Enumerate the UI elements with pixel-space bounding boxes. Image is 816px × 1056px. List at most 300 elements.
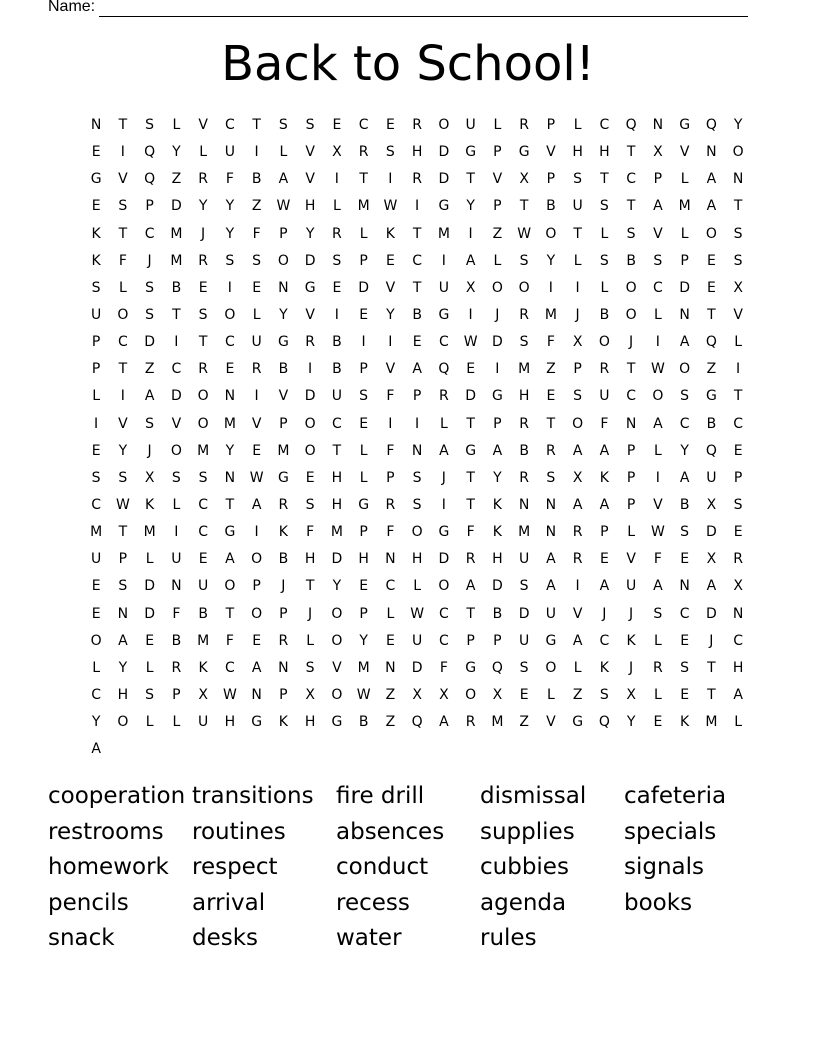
grid-letter[interactable]: I	[655, 469, 661, 486]
grid-letter[interactable]: S	[145, 117, 155, 133]
grid-letter[interactable]: T	[466, 415, 476, 432]
grid-letter[interactable]: N	[679, 578, 691, 595]
grid-letter[interactable]: Y	[733, 117, 743, 133]
grid-letter[interactable]: K	[91, 252, 102, 269]
grid-letter[interactable]: O	[732, 144, 745, 161]
grid-letter[interactable]: M	[223, 415, 237, 432]
grid-letter[interactable]: Y	[225, 225, 235, 242]
grid-letter[interactable]: E	[225, 361, 235, 378]
grid-letter[interactable]: Y	[91, 714, 101, 731]
grid-letter[interactable]: Z	[519, 714, 530, 731]
grid-letter[interactable]: G	[438, 306, 450, 323]
grid-letter[interactable]: L	[493, 252, 502, 269]
grid-letter[interactable]: K	[278, 524, 289, 541]
grid-letter[interactable]: M	[357, 198, 371, 215]
grid-letter[interactable]: A	[599, 578, 610, 595]
grid-letter[interactable]: L	[573, 252, 583, 269]
grid-letter[interactable]: T	[172, 306, 182, 323]
grid-letter[interactable]: Z	[546, 361, 557, 378]
grid-letter[interactable]: Z	[572, 686, 583, 703]
grid-letter[interactable]: O	[251, 605, 263, 622]
grid-letter[interactable]: S	[145, 415, 155, 432]
grid-letter[interactable]: N	[224, 469, 236, 486]
grid-letter[interactable]: N	[706, 144, 718, 161]
grid-letter[interactable]: G	[331, 714, 343, 731]
grid-letter[interactable]: O	[679, 361, 691, 378]
grid-letter[interactable]: B	[546, 198, 557, 215]
grid-letter[interactable]: B	[412, 306, 423, 323]
grid-letter[interactable]: C	[733, 415, 744, 432]
grid-letter[interactable]: S	[359, 388, 369, 405]
grid-letter[interactable]: R	[412, 171, 423, 188]
grid-letter[interactable]: U	[438, 279, 450, 296]
grid-letter[interactable]: K	[626, 632, 637, 649]
grid-letter[interactable]: P	[626, 469, 636, 486]
grid-letter[interactable]: R	[465, 551, 476, 568]
grid-letter[interactable]: A	[572, 442, 583, 459]
grid-letter[interactable]: E	[680, 632, 690, 649]
grid-letter[interactable]: A	[679, 469, 690, 486]
grid-letter[interactable]: I	[575, 279, 581, 296]
grid-letter[interactable]: Q	[491, 659, 504, 676]
grid-letter[interactable]: X	[465, 279, 476, 296]
grid-letter[interactable]: R	[653, 659, 664, 676]
grid-letter[interactable]: E	[91, 605, 102, 622]
grid-letter[interactable]: L	[306, 632, 315, 649]
grid-letter[interactable]: L	[359, 469, 369, 486]
grid-letter[interactable]: T	[332, 442, 342, 459]
grid-letter[interactable]: I	[254, 144, 260, 161]
grid-letter[interactable]: I	[254, 388, 260, 405]
grid-letter[interactable]: R	[546, 442, 557, 459]
grid-letter[interactable]: C	[144, 225, 156, 242]
grid-letter[interactable]: X	[412, 686, 423, 703]
grid-letter[interactable]: Z	[706, 361, 717, 378]
grid-letter[interactable]: S	[519, 659, 530, 676]
grid-letter[interactable]: O	[438, 117, 450, 133]
grid-letter[interactable]: O	[625, 279, 638, 296]
grid-letter[interactable]: D	[144, 605, 156, 622]
grid-letter[interactable]: L	[359, 442, 369, 459]
grid-letter[interactable]: R	[305, 334, 316, 351]
grid-letter[interactable]: I	[174, 334, 179, 351]
grid-letter[interactable]: A	[572, 496, 583, 513]
grid-letter[interactable]: L	[92, 388, 101, 405]
grid-letter[interactable]: A	[679, 334, 690, 351]
grid-letter[interactable]: L	[493, 117, 502, 133]
grid-letter[interactable]: T	[707, 659, 717, 676]
grid-letter[interactable]: X	[706, 551, 717, 568]
grid-letter[interactable]: D	[438, 551, 450, 568]
grid-letter[interactable]: D	[411, 659, 424, 676]
grid-letter[interactable]: R	[278, 632, 289, 649]
grid-letter[interactable]: J	[575, 306, 581, 323]
grid-letter[interactable]: B	[171, 632, 182, 649]
grid-letter[interactable]: Y	[172, 144, 182, 161]
grid-letter[interactable]: V	[492, 171, 503, 188]
grid-letter[interactable]: P	[733, 469, 743, 486]
grid-letter[interactable]: P	[359, 252, 369, 269]
grid-letter[interactable]: S	[385, 144, 396, 161]
grid-letter[interactable]: F	[600, 415, 609, 432]
grid-letter[interactable]: R	[385, 496, 396, 513]
grid-letter[interactable]: J	[281, 578, 286, 595]
grid-letter[interactable]: S	[305, 117, 316, 133]
grid-letter[interactable]: D	[170, 198, 183, 215]
grid-letter[interactable]: N	[732, 171, 744, 188]
grid-letter[interactable]: N	[545, 524, 557, 541]
grid-letter[interactable]: S	[252, 252, 262, 269]
grid-letter[interactable]: O	[251, 551, 263, 568]
grid-letter[interactable]: S	[145, 686, 155, 703]
grid-letter[interactable]: B	[332, 334, 343, 351]
grid-letter[interactable]: A	[439, 714, 450, 731]
grid-letter[interactable]: P	[546, 171, 556, 188]
grid-letter[interactable]: D	[491, 578, 504, 595]
grid-letter[interactable]: L	[627, 524, 636, 541]
grid-letter[interactable]: I	[334, 171, 340, 188]
grid-letter[interactable]: D	[705, 524, 718, 541]
grid-letter[interactable]: H	[304, 551, 316, 568]
grid-letter[interactable]: D	[170, 388, 183, 405]
grid-letter[interactable]: X	[733, 279, 744, 296]
grid-letter[interactable]: J	[629, 334, 634, 351]
grid-letter[interactable]: T	[466, 469, 476, 486]
grid-letter[interactable]: L	[573, 659, 583, 676]
grid-letter[interactable]: E	[91, 578, 102, 595]
grid-letter[interactable]: P	[91, 361, 101, 378]
grid-letter[interactable]: H	[599, 144, 611, 161]
grid-letter[interactable]: I	[174, 524, 179, 541]
grid-letter[interactable]: I	[415, 415, 420, 432]
grid-letter[interactable]: O	[705, 225, 718, 242]
grid-letter[interactable]: D	[438, 171, 450, 188]
grid-letter[interactable]: Q	[411, 714, 424, 731]
grid-letter[interactable]: S	[118, 469, 128, 486]
grid-letter[interactable]: W	[650, 524, 666, 541]
grid-letter[interactable]: I	[388, 415, 393, 432]
grid-letter[interactable]: A	[653, 415, 664, 432]
grid-letter[interactable]: T	[626, 144, 636, 161]
grid-letter[interactable]: T	[198, 334, 208, 351]
grid-letter[interactable]: S	[91, 279, 102, 296]
grid-letter[interactable]: G	[518, 144, 531, 161]
grid-letter[interactable]: W	[276, 198, 291, 215]
grid-letter[interactable]: M	[330, 524, 344, 541]
grid-letter[interactable]: R	[358, 144, 369, 161]
grid-letter[interactable]: A	[91, 741, 102, 758]
grid-letter[interactable]: C	[599, 632, 610, 649]
grid-letter[interactable]: W	[356, 686, 372, 703]
grid-letter[interactable]: P	[359, 524, 369, 541]
grid-letter[interactable]: U	[706, 469, 717, 486]
grid-letter[interactable]: K	[492, 524, 503, 541]
grid-letter[interactable]: L	[279, 144, 288, 161]
grid-letter[interactable]: U	[519, 551, 530, 568]
grid-letter[interactable]: B	[626, 252, 637, 269]
grid-letter[interactable]: T	[225, 605, 235, 622]
grid-letter[interactable]: E	[519, 686, 530, 703]
grid-letter[interactable]: S	[225, 252, 235, 269]
grid-letter[interactable]: L	[252, 306, 262, 323]
grid-letter[interactable]: N	[518, 496, 530, 513]
grid-letter[interactable]: Z	[144, 361, 155, 378]
grid-letter[interactable]: A	[144, 388, 155, 405]
grid-letter[interactable]: T	[359, 171, 369, 188]
grid-letter[interactable]: N	[278, 279, 290, 296]
grid-letter[interactable]: L	[172, 117, 181, 133]
grid-letter[interactable]: T	[118, 117, 128, 133]
grid-letter[interactable]: K	[599, 469, 610, 486]
grid-letter[interactable]: R	[572, 551, 583, 568]
grid-letter[interactable]: E	[252, 279, 262, 296]
grid-letter[interactable]: V	[305, 306, 316, 323]
grid-letter[interactable]: H	[224, 714, 236, 731]
grid-letter[interactable]: C	[626, 171, 637, 188]
grid-letter[interactable]: O	[197, 388, 210, 405]
grid-letter[interactable]: O	[545, 659, 557, 676]
grid-letter[interactable]: P	[386, 469, 396, 486]
grid-letter[interactable]: C	[91, 496, 102, 513]
grid-letter[interactable]: W	[249, 469, 265, 486]
grid-letter[interactable]: R	[519, 306, 530, 323]
grid-letter[interactable]: O	[625, 306, 638, 323]
grid-letter[interactable]: Z	[251, 198, 262, 215]
grid-letter[interactable]: L	[653, 306, 663, 323]
grid-letter[interactable]: P	[279, 225, 289, 242]
grid-letter[interactable]: A	[599, 496, 610, 513]
grid-letter[interactable]: S	[680, 659, 690, 676]
grid-letter[interactable]: I	[388, 171, 393, 188]
grid-letter[interactable]: X	[653, 144, 664, 161]
grid-letter[interactable]: C	[599, 117, 610, 133]
grid-letter[interactable]: Y	[118, 659, 128, 676]
grid-letter[interactable]: I	[254, 524, 260, 541]
grid-letter[interactable]: F	[439, 659, 449, 676]
grid-letter[interactable]: B	[278, 551, 289, 568]
grid-letter[interactable]: L	[439, 415, 449, 432]
grid-letter[interactable]: M	[197, 442, 210, 459]
grid-letter[interactable]: V	[198, 117, 209, 133]
grid-letter[interactable]: S	[118, 198, 128, 215]
grid-letter[interactable]: J	[308, 605, 313, 622]
grid-letter[interactable]: Q	[438, 361, 450, 378]
grid-letter[interactable]: K	[492, 496, 503, 513]
grid-letter[interactable]: G	[438, 198, 450, 215]
grid-letter[interactable]: P	[252, 578, 262, 595]
grid-letter[interactable]: D	[331, 551, 343, 568]
grid-letter[interactable]: S	[519, 252, 530, 269]
grid-letter[interactable]: W	[115, 496, 131, 513]
grid-letter[interactable]: V	[385, 279, 396, 296]
grid-letter[interactable]: O	[598, 334, 611, 351]
grid-letter[interactable]: P	[493, 144, 503, 161]
grid-letter[interactable]: E	[546, 388, 556, 405]
grid-letter[interactable]: G	[545, 632, 557, 649]
grid-letter[interactable]: D	[491, 334, 504, 351]
grid-letter[interactable]: N	[679, 306, 691, 323]
grid-letter[interactable]: L	[600, 279, 609, 296]
grid-letter[interactable]: P	[145, 198, 155, 215]
grid-letter[interactable]: A	[251, 496, 262, 513]
grid-letter[interactable]: A	[572, 632, 583, 649]
grid-letter[interactable]: N	[545, 496, 557, 513]
grid-letter[interactable]: K	[599, 659, 610, 676]
grid-letter[interactable]: T	[600, 171, 610, 188]
grid-letter[interactable]: T	[573, 225, 583, 242]
grid-letter[interactable]: X	[572, 469, 583, 486]
grid-letter[interactable]: P	[493, 198, 503, 215]
grid-letter[interactable]: N	[171, 578, 183, 595]
grid-letter[interactable]: C	[438, 605, 450, 622]
grid-letter[interactable]: O	[331, 605, 343, 622]
grid-letter[interactable]: Y	[493, 469, 503, 486]
grid-letter[interactable]: H	[572, 144, 584, 161]
grid-letter[interactable]: P	[118, 551, 128, 568]
grid-letter[interactable]: Y	[626, 714, 636, 731]
grid-letter[interactable]: S	[519, 334, 530, 351]
grid-letter[interactable]: S	[412, 469, 423, 486]
grid-letter[interactable]: M	[518, 361, 531, 378]
grid-letter[interactable]: J	[709, 632, 714, 649]
grid-letter[interactable]: Z	[171, 171, 182, 188]
grid-letter[interactable]: A	[653, 578, 664, 595]
grid-letter[interactable]: L	[653, 442, 663, 459]
grid-letter[interactable]: R	[519, 469, 530, 486]
grid-letter[interactable]: L	[413, 578, 422, 595]
grid-letter[interactable]: M	[90, 524, 103, 541]
grid-letter[interactable]: T	[733, 198, 743, 215]
grid-letter[interactable]: I	[468, 225, 474, 242]
grid-letter[interactable]: R	[572, 524, 583, 541]
grid-letter[interactable]: P	[573, 361, 583, 378]
grid-letter[interactable]: A	[118, 632, 129, 649]
grid-letter[interactable]: T	[626, 198, 636, 215]
grid-letter[interactable]: L	[172, 714, 181, 731]
grid-letter[interactable]: P	[653, 171, 663, 188]
grid-letter[interactable]: V	[679, 144, 690, 161]
grid-letter[interactable]: K	[278, 714, 289, 731]
grid-letter[interactable]: P	[546, 117, 556, 133]
grid-letter[interactable]: O	[411, 524, 424, 541]
grid-letter[interactable]: E	[466, 361, 476, 378]
grid-letter[interactable]: F	[225, 632, 235, 649]
grid-letter[interactable]: X	[144, 469, 155, 486]
grid-letter[interactable]: X	[492, 686, 503, 703]
grid-letter[interactable]: O	[652, 388, 664, 405]
grid-letter[interactable]: N	[278, 659, 290, 676]
grid-letter[interactable]: I	[575, 578, 581, 595]
grid-letter[interactable]: X	[332, 144, 343, 161]
grid-letter[interactable]: D	[358, 279, 370, 296]
grid-letter[interactable]: M	[170, 252, 183, 269]
grid-letter[interactable]: Y	[466, 198, 476, 215]
grid-letter[interactable]: W	[463, 334, 479, 351]
grid-letter[interactable]: G	[277, 469, 290, 486]
grid-letter[interactable]: S	[198, 306, 209, 323]
grid-letter[interactable]: S	[118, 578, 128, 595]
grid-letter[interactable]: S	[546, 469, 556, 486]
grid-letter[interactable]: T	[626, 361, 636, 378]
grid-letter[interactable]: I	[548, 279, 554, 296]
grid-letter[interactable]: S	[680, 388, 690, 405]
grid-letter[interactable]: P	[680, 252, 690, 269]
grid-letter[interactable]: D	[679, 279, 691, 296]
grid-letter[interactable]: S	[573, 388, 583, 405]
grid-letter[interactable]: D	[438, 144, 450, 161]
grid-letter[interactable]: P	[91, 334, 101, 351]
grid-letter[interactable]: V	[332, 659, 343, 676]
grid-letter[interactable]: K	[680, 714, 690, 731]
grid-letter[interactable]: U	[331, 388, 343, 405]
grid-letter[interactable]: V	[251, 415, 262, 432]
grid-letter[interactable]: M	[544, 306, 558, 323]
grid-letter[interactable]: S	[278, 117, 289, 133]
grid-letter[interactable]: S	[599, 686, 610, 703]
grid-letter[interactable]: U	[599, 388, 610, 405]
grid-letter[interactable]: W	[383, 198, 398, 215]
grid-letter[interactable]: Z	[385, 686, 396, 703]
grid-letter[interactable]: D	[144, 578, 156, 595]
grid-letter[interactable]: V	[118, 415, 129, 432]
grid-letter[interactable]: L	[359, 225, 369, 242]
grid-letter[interactable]: B	[358, 714, 369, 731]
grid-letter[interactable]: L	[332, 198, 342, 215]
grid-letter[interactable]: Y	[386, 306, 396, 323]
grid-letter[interactable]: K	[145, 496, 155, 513]
grid-letter[interactable]: H	[304, 198, 316, 215]
grid-letter[interactable]: T	[305, 578, 315, 595]
grid-letter[interactable]: X	[706, 496, 717, 513]
grid-letter[interactable]: G	[465, 442, 477, 459]
grid-letter[interactable]: D	[304, 388, 317, 405]
grid-letter[interactable]: G	[465, 144, 477, 161]
grid-letter[interactable]: S	[653, 252, 663, 269]
grid-letter[interactable]: S	[305, 496, 316, 513]
grid-letter[interactable]: F	[546, 334, 556, 351]
grid-letter[interactable]: L	[734, 714, 743, 731]
grid-letter[interactable]: P	[279, 415, 289, 432]
grid-letter[interactable]: E	[252, 632, 262, 649]
grid-letter[interactable]: U	[91, 551, 102, 568]
grid-letter[interactable]: Q	[705, 334, 718, 351]
grid-letter[interactable]: T	[733, 388, 743, 405]
grid-letter[interactable]: I	[120, 388, 126, 405]
grid-letter[interactable]: Q	[705, 442, 718, 459]
grid-letter[interactable]: O	[491, 279, 504, 296]
grid-letter[interactable]: R	[198, 361, 209, 378]
grid-letter[interactable]: O	[197, 415, 210, 432]
grid-letter[interactable]: V	[572, 605, 583, 622]
grid-letter[interactable]: C	[331, 415, 343, 432]
grid-letter[interactable]: O	[224, 578, 236, 595]
grid-letter[interactable]: W	[222, 686, 238, 703]
grid-letter[interactable]: S	[332, 252, 342, 269]
grid-letter[interactable]: S	[91, 469, 102, 486]
grid-letter[interactable]: C	[438, 334, 450, 351]
grid-letter[interactable]: O	[117, 306, 129, 323]
grid-letter[interactable]: H	[492, 551, 504, 568]
grid-letter[interactable]: C	[358, 117, 370, 133]
grid-letter[interactable]: I	[361, 334, 367, 351]
grid-letter[interactable]: J	[602, 605, 607, 622]
grid-letter[interactable]: O	[572, 415, 584, 432]
grid-letter[interactable]: L	[680, 225, 690, 242]
grid-letter[interactable]: O	[438, 578, 450, 595]
grid-letter[interactable]: C	[679, 415, 691, 432]
grid-letter[interactable]: R	[251, 361, 262, 378]
grid-letter[interactable]: X	[572, 334, 583, 351]
